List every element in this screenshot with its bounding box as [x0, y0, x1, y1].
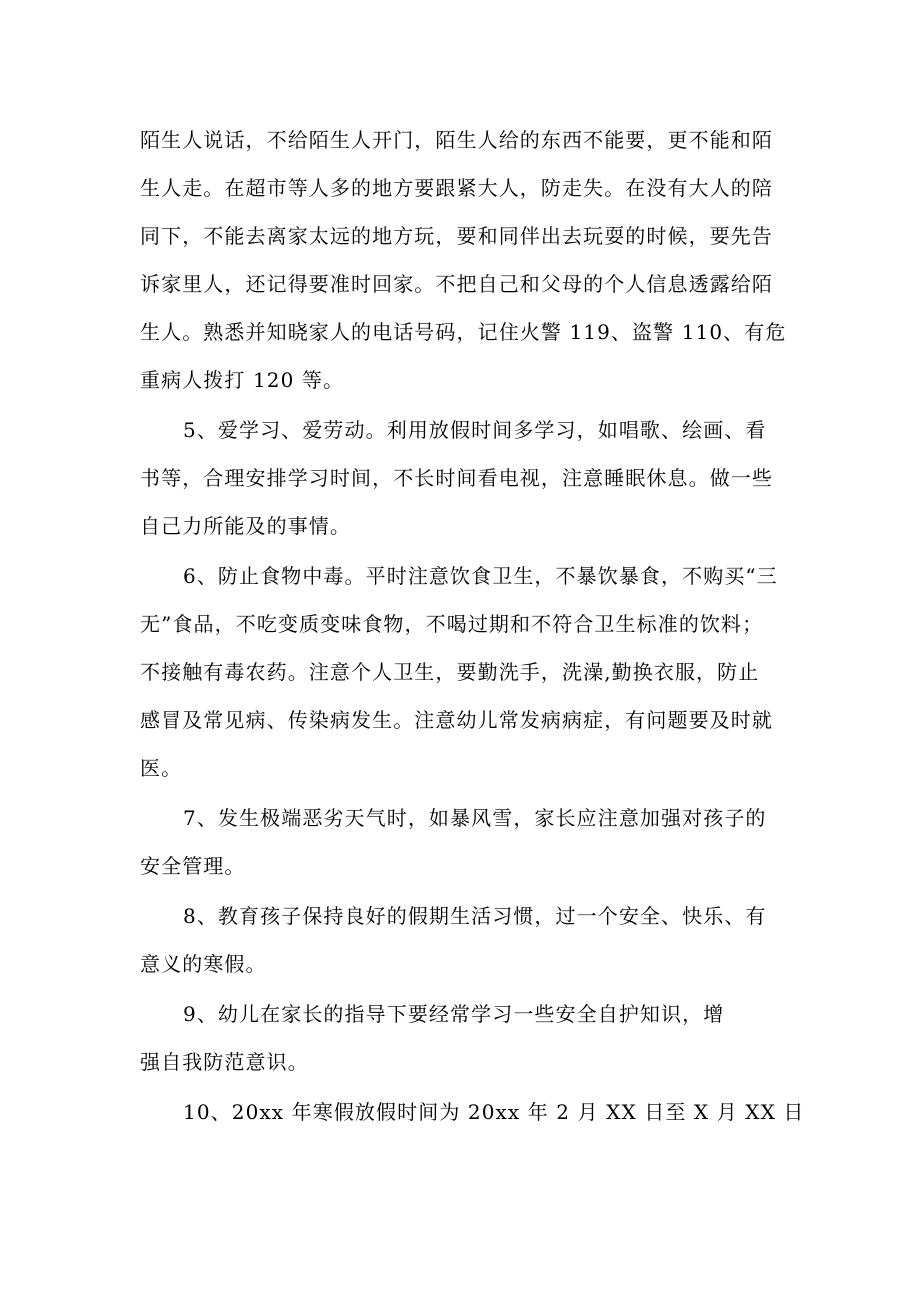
text-line: 感冒及常见病、传染病发生。注意幼儿常发病病症，有问题要及时就	[140, 708, 773, 732]
text-line: 意义的寒假。	[140, 952, 267, 976]
paragraph-item-10	[140, 1088, 805, 1136]
text-line: 强自我防范意识。	[140, 1050, 309, 1074]
text-line: 安全管理。	[140, 854, 246, 878]
text-line: 生人走。在超市等人多的地方要跟紧大人，防走失。在没有大人的陪	[140, 176, 773, 200]
text-line: 10、20xx 年寒假放假时间为 20xx 年 2 月 XX 日至 X 月 XX 日	[183, 1100, 805, 1124]
text-line: 6、防止食物中毒。平时注意饮食卫生，不暴饮暴食，不购买“三	[183, 564, 778, 588]
paragraph-item-8	[140, 892, 780, 988]
text-line: 同下，不能去离家太远的地方玩，要和同伴出去玩耍的时候，要先告	[140, 224, 773, 248]
text-line: 诉家里人，还记得要准时回家。不把自己和父母的个人信息透露给陌	[140, 272, 773, 296]
text-line: 5、爱学习、爱劳动。利用放假时间多学习，如唱歌、绘画、看	[183, 418, 767, 442]
text-line: 自己力所能及的事情。	[140, 514, 351, 538]
text-line: 书等，合理安排学习时间，不长时间看电视，注意睡眠休息。做一些	[140, 466, 773, 490]
paragraph-item-7	[140, 794, 780, 890]
paragraph-item-6	[140, 552, 780, 792]
text-line: 8、教育孩子保持良好的假期生活习惯，过一个安全、快乐、有	[183, 904, 767, 928]
text-line: 医。	[140, 756, 183, 780]
document-body	[140, 116, 805, 1136]
paragraph-item-5	[140, 406, 780, 550]
paragraph-item-9	[140, 990, 780, 1086]
text-line: 7、发生极端恶劣天气时，如暴风雪，家长应注意加强对孩子的	[183, 806, 767, 830]
text-line: 不接触有毒农药。注意个人卫生，要勤洗手，洗澡,勤换衣服，防止	[140, 660, 760, 684]
text-line: 无”食品，不吃变质变味食物，不喝过期和不符合卫生标准的饮料；	[140, 612, 764, 636]
text-line: 重病人拨打 120 等。	[140, 368, 345, 392]
text-line: 生人。熟悉并知晓家人的电话号码，记住火警 119、盗警 110、有危	[140, 320, 787, 344]
text-line: 9、幼儿在家长的指导下要经常学习一些安全自护知识，增	[183, 1002, 725, 1026]
paragraph-safety-strangers	[140, 116, 787, 404]
text-line: 陌生人说话，不给陌生人开门，陌生人给的东西不能要，更不能和陌	[140, 128, 773, 152]
